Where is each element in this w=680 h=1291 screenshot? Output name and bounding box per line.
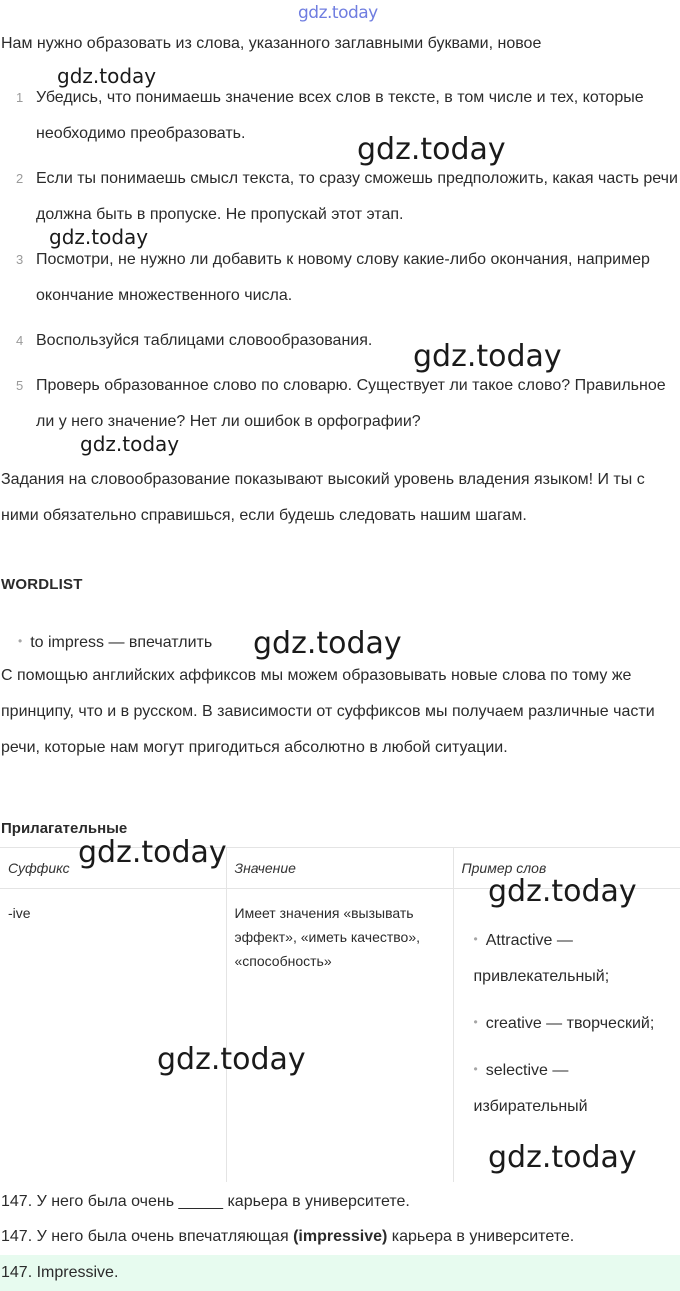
wordlist-item [18,624,212,660]
example-text: selective — избирательный [473,1062,588,1115]
step-item [0,242,680,314]
bullet-icon: • [18,634,23,648]
watermark: gdz.today [488,1140,637,1175]
wordlist-item-text: to impress — впечатлить [30,634,213,651]
watermark: gdz.today [49,225,149,249]
wordlist-title: WORDLIST [1,576,83,593]
watermark: gdz.today [253,626,402,661]
cell-suffix: -ive [0,889,226,1183]
step-text: Убедись, что понимаешь значение всех слов в тексте, в том числе и тех, которые необходимо преобразовать. [36,89,644,142]
top-watermark: gdz.today [298,3,378,23]
steps-list [0,80,680,449]
header-suffix: Суффикс [0,848,226,889]
task-filled [1,1226,574,1248]
task-filled-bold: (impressive) [293,1228,388,1245]
intro-text: Нам нужно образовать из слова, указанного заглавными буквами, новое [1,35,542,52]
table-title: Прилагательные [1,820,128,837]
step-text: Посмотри, не нужно ли добавить к новому слову какие-либо окончания, например окончание множественного числа. [36,251,650,304]
watermark: gdz.today [413,339,562,374]
step-number: 4 [16,333,24,348]
header-meaning: Значение [226,848,453,889]
step-item [0,161,680,233]
cell-examples [453,889,680,1183]
table-row [0,889,680,1183]
example-text: Attractive — привлекательный; [473,932,610,985]
watermark: gdz.today [80,432,180,456]
answer-text: 147. Impressive. [1,1264,119,1281]
step-number: 1 [16,90,24,105]
example-item [474,921,673,995]
bullet-icon: • [473,1015,478,1029]
answer-box [0,1255,680,1291]
table-header-row [0,848,680,889]
step-text: Проверь образованное слово по словарю. Существует ли такое слово? Правильное ли у него значение? Нет ли ошибок в орфографии? [36,377,666,430]
example-text: creative — творческий; [485,1015,655,1032]
affix-paragraph: С помощью английских аффиксов мы можем образовывать новые слова по тому же принципу, что и в русском. В зависимости от суффиксов мы получаем различные части речи, которые нам могут пригодиться абсолютно в любой ситуации. [1,667,655,756]
suffix-table [0,847,680,1182]
step-number: 5 [16,378,24,393]
watermark: gdz.today [157,1042,306,1077]
step-number: 2 [16,171,24,186]
task-filled-before: 147. У него была очень впечатляющая [1,1228,294,1245]
watermark: gdz.today [78,835,227,870]
closing-paragraph: Задания на словообразование показывают высокий уровень владения языком! И ты с ними обязательно справишься, если будешь следовать нашим шагам. [1,471,645,524]
task-blank: 147. У него была очень _____ карьера в университете. [1,1193,410,1210]
step-text: Если ты понимаешь смысл текста, то сразу сможешь предположить, какая часть речи должна быть в пропуске. Не пропускай этот этап. [36,170,678,223]
step-text: Воспользуйся таблицами словообразования. [36,332,373,349]
step-item [0,368,680,440]
watermark: gdz.today [357,132,506,167]
step-item [0,80,680,152]
bullet-icon: • [473,932,478,946]
cell-meaning: Имеет значения «вызывать эффект», «иметь качество», «способность» [226,889,453,1183]
watermark: gdz.today [57,64,157,88]
examples-list [462,921,673,1125]
step-item [0,323,680,359]
bullet-icon: • [473,1062,478,1076]
example-item [474,1051,673,1125]
watermark: gdz.today [488,874,637,909]
wordlist [18,624,212,660]
task-filled-after: карьера в университете. [387,1228,575,1245]
example-item [474,1004,673,1042]
header-examples: Пример слов [453,848,680,889]
step-number: 3 [16,252,24,267]
